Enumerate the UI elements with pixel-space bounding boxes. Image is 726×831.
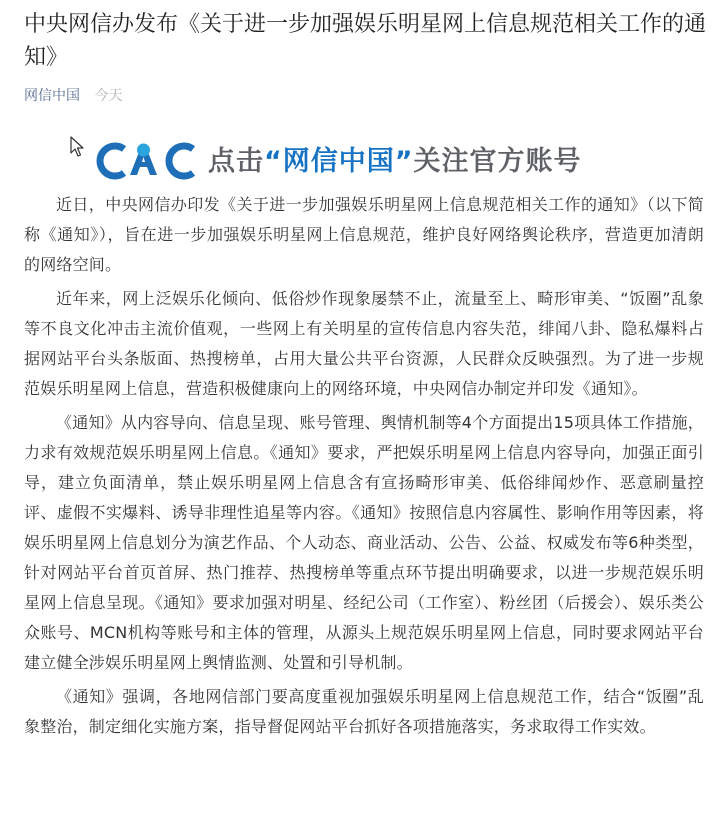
- article-title: 中央网信办发布《关于进一步加强娱乐明星网上信息规范相关工作的通知》: [24, 12, 707, 70]
- account-name-link[interactable]: 网信中国: [24, 88, 80, 104]
- banner-slogan: [208, 142, 582, 182]
- slogan-suffix: 关注官方账号: [413, 146, 582, 177]
- slogan-prefix: 点击: [208, 146, 264, 177]
- slogan-account: “网信中国”: [264, 146, 414, 177]
- article-paragraph: 《通知》从内容导向、信息呈现、账号管理、舆情机制等4个方面提出15项具体工作措施，力求有效规范娱乐明星网上信息。《通知》要求，严把娱乐明星网上信息内容导向，加强正面引导，建立负面清单，禁止娱乐明星网上信息含有宣扬畸形审美、低俗绯闻炒作、恶意刷量控评、虚假不实爆料、诱导非理性追星等内容。《通知》按照信息内容属性、影响作用等因素，将娱乐明星网上信息划分为演艺作品、个人动态、商业活动、公告、公益、权威发布等6种类型，针对网站平台首页首屏、热门推荐、热搜榜单等重点环节提出明确要求，以进一步规范娱乐明星网上信息呈现。《通知》要求加强对明星、经纪公司（工作室）、粉丝团（后援会）、娱乐类公众账号、MCN机构等账号和主体的管理，从源头上规范娱乐明星网上信息，同时要求网站平台建立健全涉娱乐明星网上舆情监测、处置和引导机制。: [24, 413, 704, 672]
- follow-banner[interactable]: [24, 134, 704, 190]
- publish-time: 今天: [94, 88, 123, 104]
- article-meta: [24, 86, 122, 106]
- mouse-pointer-icon: [70, 136, 86, 158]
- article-paragraph: 《通知》强调，各地网信部门要高度重视加强娱乐明星网上信息规范工作，结合“饭圈”乱象整治，制定细化实施方案，指导督促网站平台抓好各项措施落实，务求取得工作实效。: [24, 687, 704, 736]
- cac-logo: [94, 138, 198, 184]
- article-paragraph: 近日，中央网信办印发《关于进一步加强娱乐明星网上信息规范相关工作的通知》（以下简称《通知》），旨在进一步加强娱乐明星网上信息规范，维护良好网络舆论秩序，营造更加清朗的网络空间。: [24, 195, 704, 274]
- article-body: [24, 190, 704, 746]
- article-paragraph: 近年来，网上泛娱乐化倾向、低俗炒作现象屡禁不止，流量至上、畸形审美、“饭圈”乱象等不良文化冲击主流价值观，一些网上有关明星的宣传信息内容失范，绯闻八卦、隐私爆料占据网站平台头条版面、热搜榜单，占用大量公共平台资源，人民群众反映强烈。为了进一步规范娱乐明星网上信息，营造积极健康向上的网络环境，中央网信办制定并印发《通知》。: [24, 289, 704, 398]
